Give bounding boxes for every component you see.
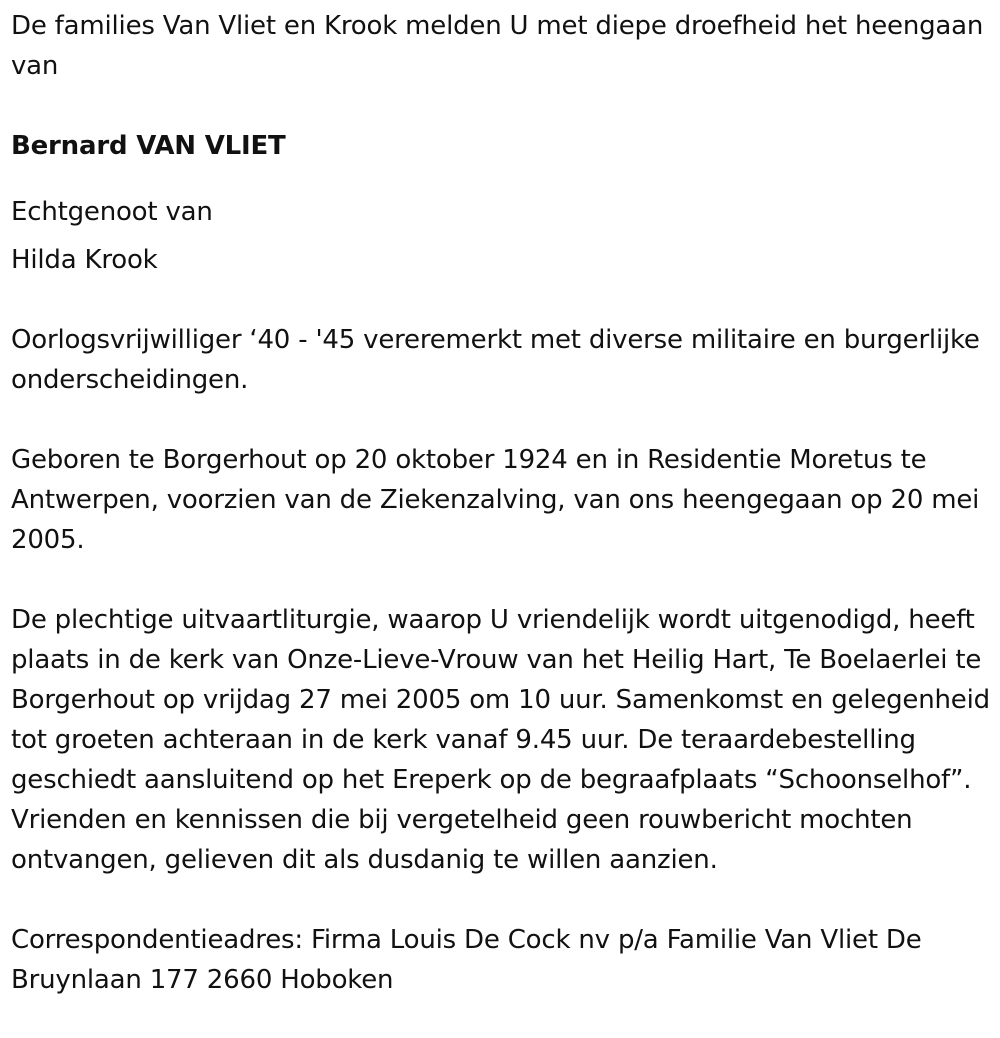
military-distinctions: Oorlogsvrijwilliger ‘40 - '45 vereremerkt met diverse militaire en burgerlijke onderscheidingen. bbox=[11, 325, 980, 395]
spouse-label: Echtgenoot van bbox=[11, 197, 213, 227]
spouse-name: Hilda Krook bbox=[11, 245, 158, 275]
correspondence-address: Correspondentieadres: Firma Louis De Cock nv p/a Familie Van Vliet De Bruynlaan 177 2660 Hoboken bbox=[11, 925, 922, 995]
funeral-details: De plechtige uitvaartliturgie, waarop U vriendelijk wordt uitgenodigd, heeft plaats in de kerk van Onze-Lieve-Vrouw van het Heilig Hart, Te Boelaerlei te Borgerhout op vrijdag 27 mei 2005 om 10 uur. Samenkomst en gelegenheid tot groeten achteraan in de kerk vanaf 9.45 uur. De teraardebestelling geschiedt aansluitend op het Ereperk op de begraafplaats “Schoonselhof”. Vrienden en kennissen die bij vergetelheid geen rouwbericht mochten ontvangen, gelieven dit als dusdanig te willen aanzien. bbox=[11, 605, 990, 875]
deceased-name: Bernard VAN VLIET bbox=[11, 131, 286, 161]
intro-text: De families Van Vliet en Krook melden U met diepe droefheid het heengaan van bbox=[11, 11, 984, 81]
birth-death-details: Geboren te Borgerhout op 20 oktober 1924 en in Residentie Moretus te Antwerpen, voorzien van de Ziekenzalving, van ons heengegaan op 20 mei 2005. bbox=[11, 445, 980, 555]
